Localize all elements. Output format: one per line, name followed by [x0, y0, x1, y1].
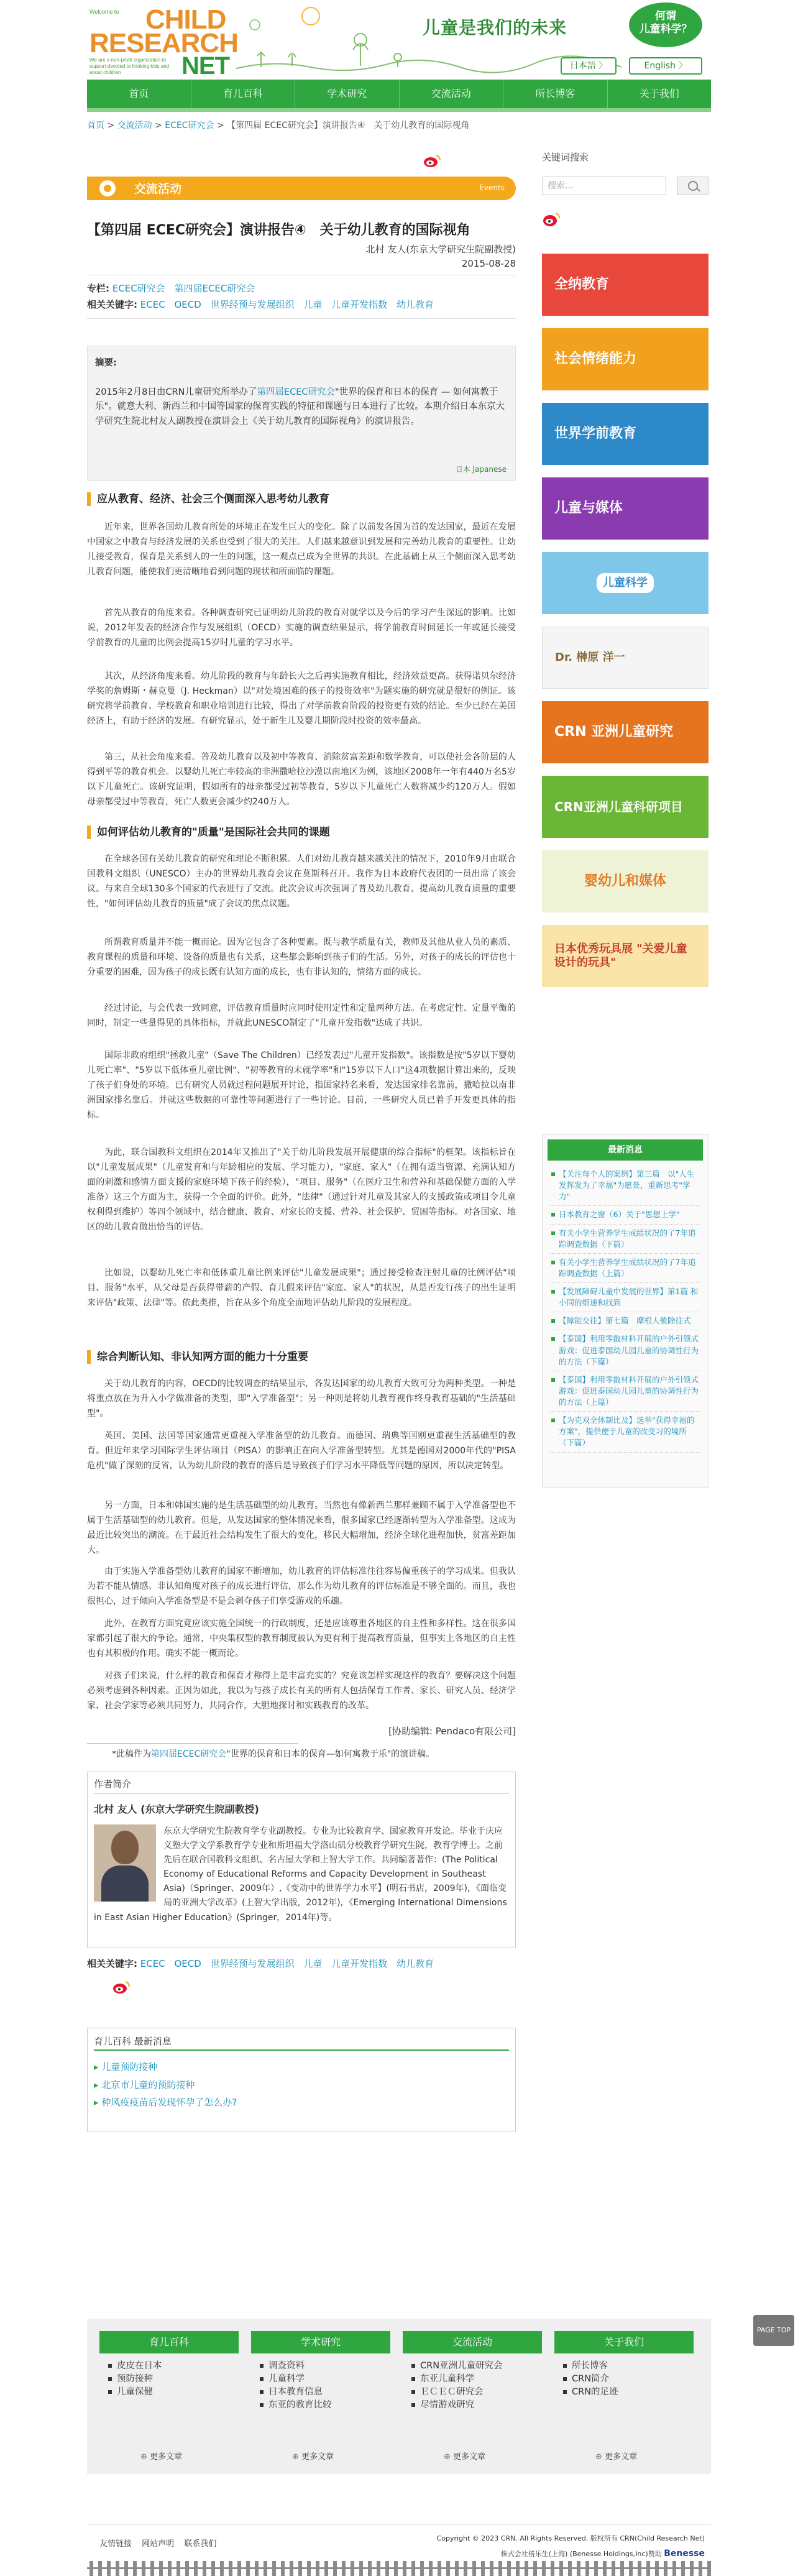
site-statement-link[interactable]: 网站声明	[142, 2539, 175, 2549]
fence-picket	[603, 2561, 607, 2576]
fence-picket	[185, 2561, 189, 2576]
footer-col-list	[403, 2360, 542, 2412]
fence-picket	[394, 2561, 398, 2576]
keyword-link[interactable]: OECD	[174, 299, 201, 311]
header-slogan: 儿童是我们的未来	[423, 18, 567, 37]
column-link[interactable]: ECEC研究会	[112, 283, 165, 294]
banner-dr-sakakihara[interactable]	[542, 627, 709, 689]
paragraph: 首先从教育的角度来看。各种调查研究已证明幼儿阶段的教育对就学以及今后的学习产生深远的影响。比如说，2012年发表的经济合作与发展组织（OECD）实施的调查结果显示，将学前教育时间延长一年或延长接受学前教育的儿童的比例会提高15岁时儿童的学习水平。	[87, 608, 516, 648]
paragraph: 比如说，以婴幼儿死亡率和低体重儿童比例来评估"儿童发展成果"；通过接受检查注射儿童的比例评估"项目、服务"水平，从父母是否获得带薪的产假、育儿假来评估"家庭、家人"的状况，从是否发行孩子的出生证明来评估"政策、法律"等。依此类推，旨在从多个角度全面地评估幼儿阶段的发展程度。	[87, 1268, 516, 1309]
fence-picket	[281, 2561, 285, 2576]
banner-social-emotional[interactable]	[542, 328, 709, 390]
fence-picket	[446, 2561, 450, 2576]
footer-col-title[interactable]: 学术研究	[251, 2331, 390, 2353]
breadcrumb-current: 【第四届 ECEC研究会】演讲报告④ 关于幼儿教育的国际视角	[227, 121, 470, 131]
fence-picket	[594, 2561, 598, 2576]
copyright	[437, 2532, 705, 2562]
news-box-title: 育儿百科 最新消息	[94, 2036, 172, 2047]
footer-col-events	[403, 2331, 542, 2462]
footer-link[interactable]: CRN的足迹	[563, 2386, 694, 2399]
note-pre: *此稿件为	[112, 1749, 151, 1759]
banner-text: CRN 亚洲儿童研究	[554, 724, 674, 740]
main-nav	[87, 80, 711, 108]
events-icon	[99, 180, 116, 196]
author-bio-wrap	[94, 1824, 509, 1925]
keyword-link[interactable]: OECD	[174, 1958, 201, 1969]
footer-fence-decoration	[87, 2560, 711, 2576]
banner-text: 世界学前教育	[554, 425, 637, 441]
weibo-share-icon[interactable]	[112, 1980, 131, 1994]
fence-picket	[342, 2561, 346, 2576]
logo-tagline: We are a non-profit organization to support devoted to thinking kids and about children	[89, 57, 170, 75]
footer-col-about	[554, 2331, 694, 2462]
weibo-icon[interactable]	[542, 211, 561, 228]
news-link[interactable]: 北京市儿童的预防接种	[101, 2079, 195, 2091]
fence-picket	[664, 2561, 667, 2576]
fence-picket	[472, 2561, 476, 2576]
divider	[94, 2049, 509, 2051]
author-profile	[87, 1772, 516, 1948]
fence-picket	[411, 2561, 415, 2576]
article-date: 2015-08-28	[461, 258, 516, 270]
crn-logo[interactable]	[89, 4, 238, 80]
fence-picket	[298, 2561, 302, 2576]
fence-picket	[699, 2561, 702, 2576]
bubble-text: 何谓 儿童科学？	[639, 10, 692, 36]
paragraph: 关于幼儿教育的内容，OECD的比较调查的结果显示，各发达国家的幼儿教育大致可分为两种类型。一种是将重点放在为升入小学做准备的类型，即"入学准备型"；另一种则是将幼儿教育视作终身教育基础的"生活基础型"。	[87, 1379, 516, 1419]
more-articles-link[interactable]: ⊕ 更多文章	[292, 2450, 334, 2465]
keyword-row	[87, 297, 516, 313]
footer-link[interactable]: 调查资料	[260, 2360, 390, 2373]
column-row	[87, 280, 516, 297]
abstract-ecec-link[interactable]: 第四届ECEC研究会	[257, 387, 335, 398]
banner-toy-award[interactable]	[542, 925, 709, 987]
logo-research: RESEARCH	[89, 28, 238, 58]
paragraph: 国际非政府组织"拯救儿童"（Save The Children）已经发表过"儿童开发指数"。该指数是按"5岁以下婴幼儿死亡率"、"5岁以下低体重儿童比例"、"初等教育的未就学率"和"15岁以下人口"这4项数据计算出来的，反映了孩子们身处的环境。已有研究人员就过程问题展开讨论，指国家持名来看，发达国家排名靠前，撒哈拉以南非洲国家排名靠后。并就这些数据的可靠性等问题进行了一些讨论。目前，一些研究人员已着手开发更具体的指标。	[87, 1051, 516, 1121]
banner-child-science[interactable]	[542, 552, 709, 614]
article-author: 北村 友人(东京大学研究生院副教授)	[365, 244, 516, 255]
keyword-link[interactable]: 世界经预与发展组织	[210, 299, 295, 311]
latest-news-title: 最新消息	[548, 1139, 703, 1161]
site-header	[87, 0, 711, 80]
sponsor-text: 株式会社倍乐生(上海) (Benesse Holdings,Inc)赞助	[500, 2549, 662, 2558]
keywords-label: 相关关键字:	[87, 1958, 137, 1969]
section-heading: 如何评估幼儿教育的"质量"是国际社会共同的课题	[87, 826, 516, 839]
author-box-title: 作者简介	[94, 1778, 132, 1790]
fence-picket	[124, 2561, 128, 2576]
author-name: 北村 友人 (东京大学研究生院副教授)	[94, 1803, 259, 1815]
keyword-link[interactable]: 幼儿教育	[396, 299, 434, 311]
news-list	[94, 2058, 237, 2112]
divider	[87, 1743, 298, 1744]
nav-stripe	[87, 108, 711, 112]
latest-news-panel	[542, 1134, 709, 1488]
fence-picket	[690, 2561, 694, 2576]
news-item[interactable]	[94, 2058, 237, 2076]
fence-picket	[490, 2561, 493, 2576]
article-meta	[87, 275, 516, 319]
abstract-post: "世界的保育和日本的保育 — 如何寓教于乐"。就意大利、新西兰和中国等国家的保育实践的特征和课题与日本进行了比较。本期介绍日本东京大学研究生院北村友人副教授在演讲会上《关于幼儿教育的国际视角》的演讲报告。	[95, 387, 505, 426]
japanese-source-badge[interactable]: 日本 Japanese	[455, 464, 507, 474]
fence-picket	[525, 2561, 528, 2576]
footer-link[interactable]: 东亚儿童科学	[411, 2373, 542, 2386]
latest-news-item[interactable]: 【关注每个人的案例】第三篇 以"人生发挥发为了幸福"为愿景，重新思考"学力"	[550, 1166, 700, 1206]
section-heading: 应从教育、经济、社会三个侧面深入思考幼儿教育	[87, 492, 516, 506]
friend-links[interactable]: 友情链接	[99, 2539, 132, 2549]
banner-crn-asia-project[interactable]	[542, 776, 709, 838]
fence-picket	[620, 2561, 624, 2576]
footer-link[interactable]: 东亚的教育比较	[260, 2399, 390, 2412]
paragraph: 此外，在教育方面究竟应该实施全国统一的行政制度，还是应该尊重各地区的自主性和多样性。这在很多国家都引起了很大的争论。通常，中央集权型的教育制度被认为更有利于提高教育质量，但事实上各地区的自主性也有其积极的作用。确实不能一概而论。	[87, 1619, 516, 1659]
fence-picket	[98, 2561, 102, 2576]
more-articles-link[interactable]: ⊕ 更多文章	[444, 2450, 485, 2465]
footer-links	[99, 2537, 224, 2552]
fence-picket	[290, 2561, 293, 2576]
author-photo	[94, 1824, 156, 1902]
what-is-child-science-bubble[interactable]	[629, 2, 702, 47]
fence-picket	[203, 2561, 206, 2576]
footer-link[interactable]: 预防接种	[108, 2373, 239, 2386]
fence-picket	[516, 2561, 520, 2576]
banner-text: Dr. 榊原 洋一	[555, 651, 625, 665]
banner-inclusive-education[interactable]	[542, 254, 709, 316]
contact-link[interactable]: 联系我们	[184, 2539, 217, 2549]
paragraph: 所谓教育质量并不能一概而论。因为它包含了各种要素。既与教学质量有关，教师及其他从业人员的素质、教育课程的质量和环境、设备的质量也有关系，这些都会影响到孩子们的生活。另外，对孩子的成长的评估也十分重要的困难，因为孩子的成长既有认知方面的成长，也有非认知的，情绪方面的成长。	[87, 937, 516, 978]
nav-research[interactable]: 学术研究	[295, 80, 400, 108]
fence-picket	[255, 2561, 259, 2576]
breadcrumb-home[interactable]: 首页	[87, 121, 104, 131]
fence-picket	[377, 2561, 380, 2576]
fence-picket	[655, 2561, 659, 2576]
banner-text: 日本优秀玩具展 "关爱儿童设计的玩具"	[554, 942, 687, 969]
fence-picket	[438, 2561, 441, 2576]
source-note	[112, 1747, 434, 1762]
column-link[interactable]: 第四届ECEC研究会	[174, 283, 255, 294]
fence-picket	[194, 2561, 198, 2576]
fence-picket	[455, 2561, 459, 2576]
fence-picket	[403, 2561, 406, 2576]
paragraph: 英国、美国、法国等国家通常更重视入学准备型的幼儿教育。而德国、瑞典等国则更重视生活基础型的教育。但近年来学习国际学生评估项目（PISA）的影响正在向入学准备型转型。尤其是德国对2000年代的"PISA危机"做了深刻的反省，认为幼儿阶段的教育的落后是导致孩子们学习水平降低等问题的原因，所以决定转型。	[87, 1431, 516, 1471]
latest-news-list	[543, 1166, 708, 1453]
fence-picket	[359, 2561, 363, 2576]
keyword-link[interactable]: 儿童	[303, 1958, 323, 1969]
section-label-en: Events	[479, 183, 505, 192]
parenting-news-box	[87, 2028, 516, 2132]
fence-picket	[89, 2561, 93, 2576]
section-heading: 综合判断认知、非认知两方面的能力十分重要	[87, 1350, 516, 1364]
footer-col-research	[251, 2331, 390, 2462]
paragraph: 第三，从社会角度来看。普及幼儿教育以及初中等教育、消除贫富差距和数学教育，可以使社会各阶层的人得到平等的教育机会。以婴幼儿死亡率较高的非洲撒哈拉沙漠以南地区为例，该地区2008年一年有440万名5岁以下儿童死亡。该研究证明，假如所有的母亲都受过初等教育，5岁以下儿童死亡人数将减少约120万人。假如母亲都受过中等教育，死亡人数更会减少约240万人。	[87, 752, 516, 807]
footer-col-title[interactable]: 关于我们	[554, 2331, 694, 2353]
fence-picket	[559, 2561, 563, 2576]
note-ecec-link[interactable]: 第四届ECEC研究会	[151, 1749, 227, 1759]
fence-picket	[577, 2561, 580, 2576]
fence-picket	[568, 2561, 572, 2576]
section-header-events	[87, 177, 516, 200]
banner-text: 儿童科学	[597, 573, 654, 593]
copyright-text: Copyright © 2023 CRN. All Rights Reserved. 版权所有 CRN(Child Research Net)	[436, 2534, 705, 2542]
footer-link[interactable]: 儿童科学	[260, 2373, 390, 2386]
latest-news-item[interactable]: 【泰国】利用零散材料开展的户外引领式游戏：促进泰国幼儿园儿童的协调性行为的方法（上篇）	[550, 1371, 700, 1412]
nav-about[interactable]: 关于我们	[639, 88, 679, 99]
fence-picket	[533, 2561, 537, 2576]
breadcrumb-ecec[interactable]: ECEC研究会	[165, 121, 214, 131]
fence-picket	[481, 2561, 485, 2576]
banner-crn-asia-research[interactable]	[542, 701, 709, 763]
latest-news-item[interactable]: 有关小学生营养学生成绩状况的了7年追踪调查数据（下篇）	[550, 1225, 700, 1254]
keyword-link[interactable]: 儿童开发指数	[331, 299, 388, 311]
editor-credit: [协助编辑: Pendaco有限公司]	[388, 1726, 516, 1737]
keyword-link[interactable]: 幼儿教育	[396, 1958, 434, 1969]
news-item[interactable]	[94, 2076, 237, 2094]
fence-picket	[351, 2561, 354, 2576]
nav-events[interactable]: 交流活动	[400, 80, 504, 108]
logo-welcome: Welcome to	[89, 9, 119, 15]
keyword-link[interactable]: ECEC	[140, 299, 165, 311]
logo-net: NET	[181, 52, 229, 80]
fence-picket	[229, 2561, 232, 2576]
fence-picket	[542, 2561, 546, 2576]
search-button[interactable]	[677, 177, 709, 195]
footer-link[interactable]: CRN简介	[563, 2373, 694, 2386]
fence-picket	[420, 2561, 424, 2576]
fence-picket	[333, 2561, 337, 2576]
fence-picket	[498, 2561, 502, 2576]
banner-text: 社会情绪能力	[554, 351, 637, 367]
fence-picket	[142, 2561, 145, 2576]
paragraph: 由于实施入学准备型幼儿教育的国家不断增加，幼儿教育的评估标准往往容易偏重孩子的学习成果。但我认为若不能从情感、非认知角度对孩子的成长进行评估，那么作为幼儿教育的评估标准是不够全面的。而且，我也很担心，过于倾向入学准备型是不是会剥夺孩子们享受游戏的乐趣。	[87, 1566, 516, 1607]
article-byline	[366, 242, 516, 272]
paragraph: 经过讨论，与会代表一致同意，评估教育质量时应同时使用定性和定量两种方法。在考虑定性、定量平衡的同时，制定一些量得见的具体指标，并就此UNESCO制定了"儿童开发指数"达成了共识。	[87, 1003, 516, 1029]
fence-picket	[707, 2561, 711, 2576]
banner-text: 婴幼儿和媒体	[584, 873, 666, 889]
logo-child: CHILD	[145, 4, 226, 35]
fence-picket	[429, 2561, 433, 2576]
fence-picket	[681, 2561, 685, 2576]
benesse-logo[interactable]: Benesse	[664, 2548, 705, 2559]
latest-news-item[interactable]: 【障能交往】第七篇 摩根人敬除往式	[550, 1312, 700, 1330]
paragraph: 其次，从经济角度来看。幼儿阶段的教育与年龄长大之后再实施教育相比，经济效益更高。获得诺贝尔经济学奖的詹姆斯・赫克曼（J. Heckman）以"对处境困难的孩子的投资效率"为题实施的研究就是很好的例证。该研究将学前教育、学校教育和职业培训进行比较，得出了对学前教育阶段的投资更有效的结论。至少已经在美国经济上，有助于经济的发展。有研究显示，处于新生儿及婴儿期阶段时投资的效率最高。	[87, 671, 516, 727]
fence-picket	[246, 2561, 250, 2576]
breadcrumb-events[interactable]: 交流活动	[117, 121, 152, 131]
abstract-text	[95, 385, 508, 429]
fence-picket	[385, 2561, 389, 2576]
fence-picket	[150, 2561, 154, 2576]
fence-picket	[237, 2561, 241, 2576]
abstract-pre: 2015年2月8日由CRN儿童研究所举办了	[95, 387, 257, 398]
nav-home[interactable]: 首页	[87, 80, 191, 108]
footer-col-list	[99, 2360, 239, 2399]
weibo-share-icon[interactable]	[423, 154, 441, 168]
fence-picket	[211, 2561, 215, 2576]
paragraph: 为此，联合国教科文组织在2014年又推出了"关于幼儿阶段发展开展健康的综合指标"的框架。该指标旨在以"儿童发展成果"（儿童发育和与年龄相应的发展、学习能力），"家庭、家人"（在拥有适当资源、充满认知方面的刺激和感情方面支援的家庭环境下孩子的经验），"项目、服务"（在医疗卫生和营养和基础保健方面的入学准备）这三个方面为主，获得一个全面的评价。此外，"法律"（通过针对儿童及其家人的支援政策或项目令儿童权利得到维护）等四个领域中，结合健康、教育、对家长的支援、营养、社会保护、贸困等指标。对各国家、地区的幼儿教育做出恰当的评估。	[87, 1148, 516, 1233]
keyword-link[interactable]: 世界经预与发展组织	[210, 1958, 295, 1969]
news-item[interactable]	[94, 2094, 237, 2112]
fence-picket	[316, 2561, 319, 2576]
fence-picket	[672, 2561, 676, 2576]
breadcrumb: 首页 > 交流活动 > ECEC研究会 > 【第四届 ECEC研究会】演讲报告④ 关于幼儿教育的国际视角	[87, 121, 470, 131]
paragraph: 在全球各国有关幼儿教育的研究和理论不断积累。人们对幼儿教育越来越关注的情况下，2010年9月由联合国教科文组织（UNESCO）主办的世界幼儿教育会议在莫斯科召开。我作为日本政府代表团的一员出席了该会议。与来自全球130多个国家的代表进行了交流。此次会议再次强调了普及幼儿教育、提高幼儿教育质量的重要性，"如何评估幼儿教育的质量"成了会议的焦点议题。	[87, 854, 516, 909]
keyword-link[interactable]: 儿童	[303, 299, 323, 311]
fence-picket	[159, 2561, 163, 2576]
abstract-box	[87, 346, 516, 481]
banner-children-media[interactable]	[542, 477, 709, 540]
fence-picket	[272, 2561, 276, 2576]
footer-link[interactable]: 尽情游戏研究	[411, 2399, 542, 2412]
footer-link[interactable]: CRN亚洲儿童研究会	[411, 2360, 542, 2373]
fence-picket	[307, 2561, 311, 2576]
column-label: 专栏:	[87, 283, 109, 294]
abstract-title: 摘要:	[95, 358, 117, 368]
news-link[interactable]: 种风疫疫苗后发现怀孕了怎么办?	[101, 2097, 237, 2108]
section-label: 交流活动	[134, 182, 182, 196]
fence-picket	[585, 2561, 589, 2576]
fence-picket	[464, 2561, 467, 2576]
footer-link[interactable]: ＥＣＥＣ研究会	[411, 2386, 542, 2399]
sidebar	[542, 149, 711, 1448]
latest-news-item[interactable]: 日本教育之窗（6）关于"思想上学"	[550, 1206, 700, 1224]
english-button[interactable]: English 〉	[629, 57, 702, 75]
footer-link[interactable]: 皮皮在日本	[108, 2360, 239, 2373]
banner-text: CRN亚洲儿童科研项目	[554, 799, 683, 814]
fence-picket	[507, 2561, 511, 2576]
latest-news-item[interactable]: 有关小学生营养学生成绩状况的了7年追踪调查数据（上篇）	[550, 1254, 700, 1283]
banner-text: 全纳教育	[554, 276, 610, 292]
fence-picket	[638, 2561, 641, 2576]
note-post: "世界的保育和日本的保育—如何寓教于乐"的演讲稿。	[226, 1749, 435, 1759]
fence-picket	[133, 2561, 137, 2576]
fence-picket	[264, 2561, 267, 2576]
nav-blog[interactable]: 所长博客	[503, 80, 608, 108]
fence-picket	[324, 2561, 328, 2576]
footer-col-list	[251, 2360, 390, 2412]
fence-picket	[177, 2561, 180, 2576]
fence-picket	[220, 2561, 224, 2576]
fence-picket	[646, 2561, 650, 2576]
footer-col-title[interactable]: 交流活动	[403, 2331, 542, 2353]
keyword-link[interactable]: 儿童开发指数	[331, 1958, 388, 1969]
footer-link[interactable]: 日本教育信息	[260, 2386, 390, 2399]
latest-news-item[interactable]: 【发展障碍儿童中发展的世界】第1篇 和小同的细速和找到	[550, 1283, 700, 1312]
banner-world-preschool[interactable]	[542, 403, 709, 465]
page-top-button[interactable]: PAGE TOP	[753, 2315, 794, 2346]
more-articles-link[interactable]: ⊕ 更多文章	[140, 2450, 182, 2465]
nav-parenting[interactable]: 育儿百科	[191, 80, 296, 108]
news-link[interactable]: 儿童预防接种	[101, 2061, 158, 2072]
fence-picket	[116, 2561, 119, 2576]
latest-news-item[interactable]: 【泰国】利用零散材料开展的户外引领式游戏：促进泰国幼儿园儿童的协调性行为的方法（下篇）	[550, 1330, 700, 1371]
keywords-label: 相关关键字:	[87, 299, 137, 311]
fence-picket	[107, 2561, 111, 2576]
japanese-button[interactable]: 日本語 〉	[561, 57, 617, 75]
author-bio: 东京大学研究生院教育学专业副教授。专业为比较教育学、国家教育开发论。毕业于庆应义塾大学文学系教育学专业和斯坦福大学洛山矶分校教育学研究生院，教育学博士。之前先后在联合国教科文组织、名古屋大学和上智大学工作。共同编著著作：(The Political Economy of Educational Reforms and Capacity Development in Southeast Asia)（Springer、2009年）,《变动中的世界学力水平】(明石书店，2009年)，《面临变局的亚洲大学改革》(上智大学出版，2012年)，《Emerging International Dimensions in East Asian Higher Education》(Springer，2014年)等。	[94, 1826, 507, 1923]
article-title: 【第四届 ECEC研究会】演讲报告④ 关于幼儿教育的国际视角	[87, 223, 470, 238]
fence-picket	[612, 2561, 615, 2576]
related-keywords-bottom	[87, 1956, 516, 1972]
fence-picket	[168, 2561, 172, 2576]
more-articles-link[interactable]: ⊕ 更多文章	[595, 2450, 637, 2465]
fence-picket	[551, 2561, 554, 2576]
paragraph: 对孩子们来说，什么样的教育和保育才称得上是丰富充实的？究竟该怎样实现这样的教育？要解决这个问题必须考虑到各种因素。正因为如此，我以为与孩子成长有关的所有人包括保育工作者、家长、研究人员、经济学家、社会学家等必须共同努力，共同合作，大胆地探讨和实践教育的改革。	[87, 1671, 516, 1711]
footer-sitemap	[87, 2319, 711, 2474]
banner-text: 儿童与媒体	[554, 500, 623, 516]
footer-col-list	[554, 2360, 694, 2399]
footer-link[interactable]: 所长博客	[563, 2360, 694, 2373]
paragraph: 近年来，世界各国幼儿教育所处的环境正在发生巨大的变化。除了以前发各国为首的发达国家，最近在发展中国家之中教育与经济发展的关系也受到了很大的关注。人们越来越意识到发展和完善幼儿教育的重要性。让幼儿接受教育，保育是关系到人的一生的问题，这一观点已成为全世界的共识。在此基础上从三个侧面深入思考幼儿教育问题，能使我们更清晰地看到问题的现状和所面临的课题。	[87, 522, 516, 577]
fence-picket	[368, 2561, 372, 2576]
paragraph: 另一方面，日本和韩国实施的是生活基础型的幼儿教育。当然也有像新西兰那样兼顾不属于入学准备型也不属于生活基础型的幼儿教育。但是，从发达国家的整体情况来看，很多国家已经逐渐转型为入学准备型。这成为最近比较突出的潮流。在于最近社会结构发生了很大的变化，移民大幅增加，经济全球化进程加快，贫富差距加大。	[87, 1501, 516, 1556]
footer-col-parenting	[99, 2331, 239, 2462]
latest-news-item[interactable]: 【为克双全体制比及】选举"获得幸福的方案"，提供便于儿童的改变习的境所（下篇）	[550, 1412, 700, 1452]
search-input[interactable]: 搜索...	[542, 177, 666, 195]
divider	[94, 1793, 509, 1794]
keyword-link[interactable]: ECEC	[140, 1958, 165, 1969]
keyword-search-title: 关键词搜索	[542, 152, 589, 163]
fence-picket	[629, 2561, 633, 2576]
footer-link[interactable]: 儿童保健	[108, 2386, 239, 2399]
footer-col-title[interactable]: 育儿百科	[99, 2331, 239, 2353]
banner-infants-media[interactable]	[542, 850, 709, 913]
